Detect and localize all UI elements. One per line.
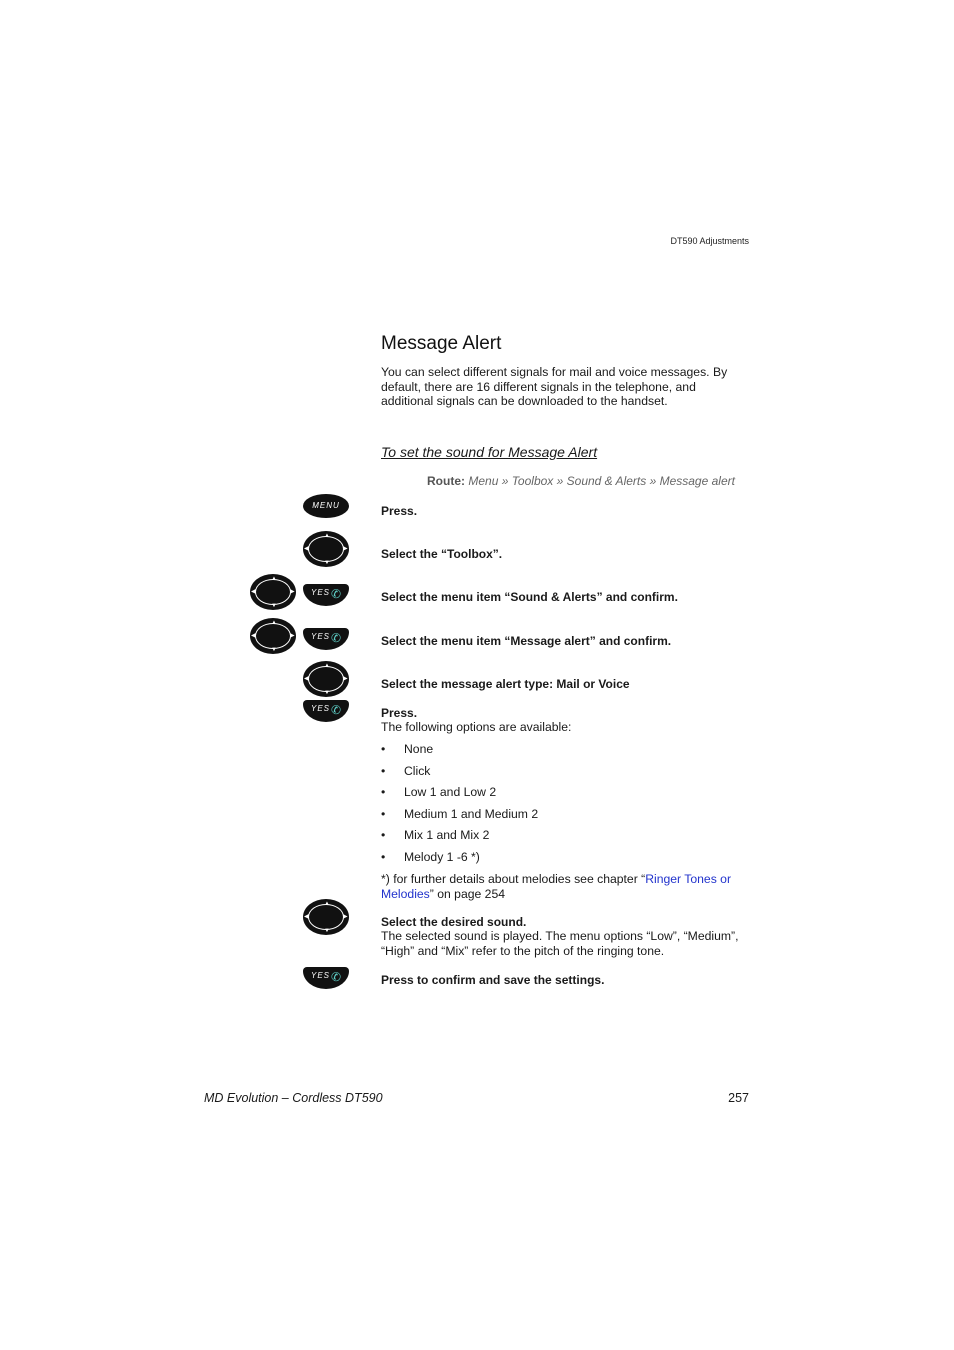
- yes-button-label: YES: [311, 704, 331, 713]
- menu-button-icon: [303, 494, 349, 518]
- route-path: Menu » Toolbox » Sound & Alerts » Message alert: [468, 474, 735, 488]
- step-2: Select the “Toolbox”.: [381, 547, 503, 561]
- yes-button-label: YES: [311, 971, 331, 980]
- step-7: Select the desired sound.: [381, 915, 527, 929]
- yes-button-icon: [303, 584, 349, 606]
- yes-button-icon: [303, 628, 349, 650]
- list-item: • Melody 1 -6 *): [381, 850, 480, 864]
- page-title: Message Alert: [381, 333, 502, 354]
- list-item: • None: [381, 742, 434, 756]
- step-1: Press.: [381, 504, 418, 518]
- ringer-tones-link[interactable]: Ringer Tones or Melodies: [381, 872, 732, 901]
- running-header: DT590 Adjustments: [670, 236, 749, 246]
- phone-icon: ✆: [331, 703, 342, 717]
- yes-button-icon: [303, 700, 349, 722]
- list-item: • Low 1 and Low 2: [381, 785, 497, 799]
- route-label: Route:: [427, 474, 465, 488]
- route-line: [427, 474, 735, 488]
- procedure-heading: To set the sound for Message Alert: [381, 444, 598, 460]
- list-item: • Medium 1 and Medium 2: [381, 807, 539, 821]
- step-8: Press to confirm and save the settings.: [381, 973, 605, 987]
- page-number: 257: [728, 1091, 749, 1105]
- step-6-text: The following options are available:: [381, 720, 572, 734]
- phone-icon: ✆: [331, 587, 342, 601]
- list-item: • Mix 1 and Mix 2: [381, 828, 490, 842]
- navigation-key-icon: ▲ ▼ ◀ ▶: [304, 901, 348, 934]
- step-7-text: The selected sound is played. The menu options “Low”, “Medium”, “High” and “Mix” refer to the pitch of the ringing tone.: [381, 929, 739, 958]
- melody-note: *) for further details about melodies see chapter “Ringer Tones or Melodies” on page 254: [381, 872, 732, 901]
- menu-button-label: MENU: [312, 501, 340, 510]
- yes-button-label: YES: [311, 632, 331, 641]
- step-6: Press.: [381, 706, 418, 720]
- step-4: Select the menu item “Message alert” and confirm.: [381, 634, 672, 648]
- phone-icon: ✆: [331, 970, 342, 984]
- phone-icon: ✆: [331, 631, 342, 645]
- footer-title: MD Evolution – Cordless DT590: [204, 1091, 383, 1105]
- yes-button-icon: [303, 967, 349, 989]
- yes-button-label: YES: [311, 588, 331, 597]
- navigation-key-icon: ▲ ▼ ◀ ▶: [304, 663, 348, 696]
- intro-paragraph: You can select different signals for mail and voice messages. By default, there are 16 different signals in the telephone, and additional signals can be downloaded to the handset.: [381, 365, 728, 409]
- navigation-key-icon: ▲ ▼ ◀ ▶: [251, 576, 295, 609]
- navigation-key-icon: ▲ ▼ ◀ ▶: [251, 620, 295, 653]
- list-item: • Click: [381, 764, 431, 778]
- step-5: Select the message alert type: Mail or Voice: [381, 677, 630, 691]
- step-3: Select the menu item “Sound & Alerts” and confirm.: [381, 590, 678, 604]
- navigation-key-icon: ▲ ▼ ◀ ▶: [304, 533, 348, 566]
